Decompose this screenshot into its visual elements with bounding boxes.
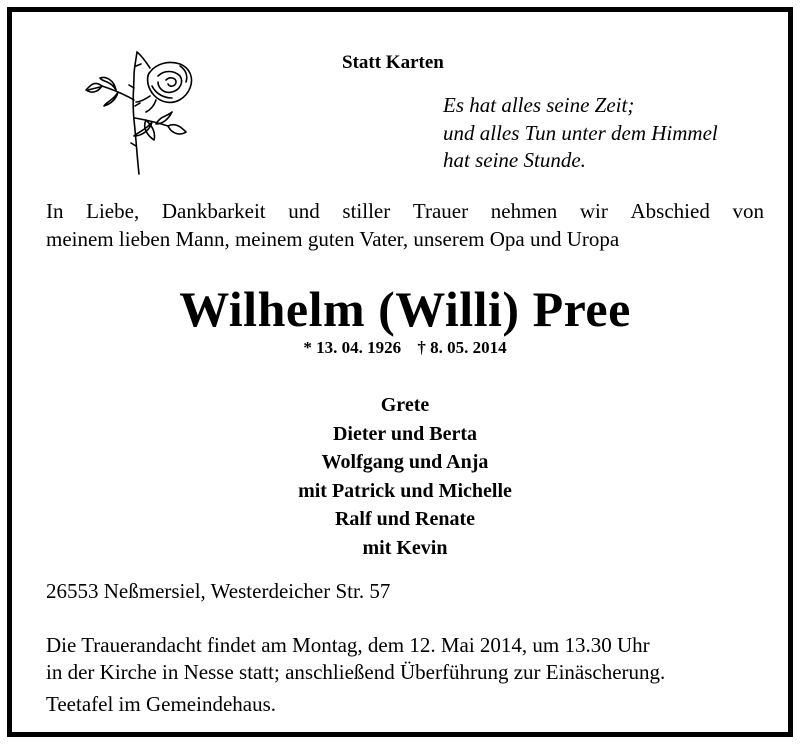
intro-word: stiller [342,199,391,223]
intro-word: Liebe, [86,199,140,223]
header-title: Statt Karten [342,52,444,73]
quote-line: Es hat alles seine Zeit; [443,93,635,117]
family-member: mit Kevin [362,536,448,559]
intro-word: wir [579,199,608,223]
intro-text [46,198,764,253]
address: 26553 Neßmersiel, Westerdeicher Str. 57 [46,579,391,603]
intro-line-2: meinem lieben Mann, meinem guten Vater, unserem Opa und Uropa [46,226,620,251]
obituary-notice [7,7,793,737]
service-line: Die Trauerandacht findet am Montag, dem 12. Mai 2014, um 13.30 Uhr [46,633,650,657]
rose-illustration [76,46,206,186]
family-member: Dieter und Berta [332,422,478,445]
intro-word: Dankbarkeit [161,199,266,223]
bible-quote [443,92,718,175]
family-member: mit Patrick und Michelle [298,479,512,502]
intro-line-1 [46,198,764,226]
family-member: Ralf und Renate [334,508,475,531]
death-date: † 8. 05. 2014 [417,338,507,357]
service-line: in der Kirche in Nesse statt; anschließend Überführung zur Einäscherung. [46,660,666,684]
intro-word: Abschied [630,199,710,223]
intro-word: und [288,199,320,223]
quote-line: und alles Tun unter dem Himmel [443,120,718,145]
tea-info: Teetafel im Gemeindehaus. [46,692,277,716]
deceased-name: Wilhelm (Willi) Pree [179,281,631,337]
birth-date: * 13. 04. 1926 [303,338,402,357]
quote-line: hat seine Stunde. [443,148,586,172]
service-info [46,632,766,686]
intro-word: von [732,199,764,223]
intro-word: Trauer [412,199,469,223]
life-dates [12,338,798,358]
intro-word: nehmen [490,199,558,223]
family-list [12,391,798,563]
family-member: Wolfgang und Anja [321,451,489,474]
intro-word: In [46,199,64,223]
family-member: Grete [380,394,430,416]
